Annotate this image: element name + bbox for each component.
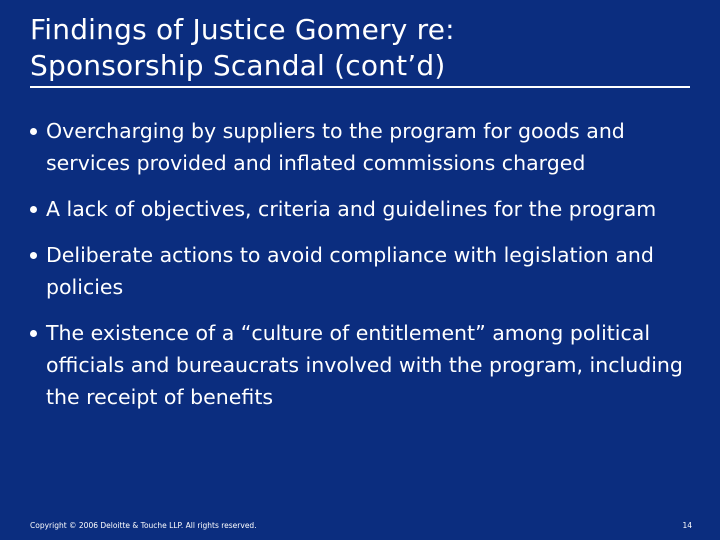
bullet-dot-icon <box>30 330 37 337</box>
title-underline <box>30 86 690 88</box>
bullet-item <box>30 115 700 179</box>
bullet-text: The existence of a “culture of entitlement” among political officials and bureaucrats involved with the program, including the receipt of benefits <box>46 321 683 409</box>
page-number: 14 <box>682 521 692 530</box>
bullet-item <box>30 317 700 413</box>
bullet-text: Overcharging by suppliers to the program for goods and services provided and inflated commissions charged <box>46 119 625 175</box>
bullet-text: Deliberate actions to avoid compliance with legislation and policies <box>46 243 654 299</box>
bullet-list <box>30 115 700 427</box>
bullet-dot-icon <box>30 206 37 213</box>
slide-title-line-1: Findings of Justice Gomery re: <box>30 13 455 46</box>
bullet-item <box>30 239 700 303</box>
bullet-text: A lack of objectives, criteria and guidelines for the program <box>46 197 657 221</box>
bullet-dot-icon <box>30 252 37 259</box>
bullet-dot-icon <box>30 128 37 135</box>
slide-title-line-2: Sponsorship Scandal (cont’d) <box>30 49 446 82</box>
slide-title <box>30 12 690 84</box>
bullet-item <box>30 193 700 225</box>
footer-copyright: Copyright © 2006 Deloitte & Touche LLP. All rights reserved. <box>30 521 257 530</box>
